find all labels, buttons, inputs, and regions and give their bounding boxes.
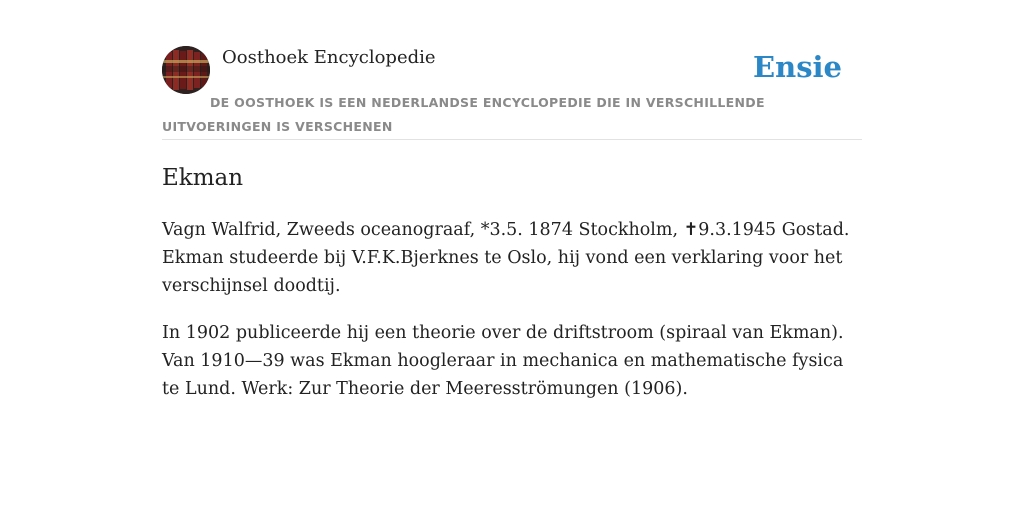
- brand-logo[interactable]: Ensie: [753, 50, 842, 84]
- encyclopedia-books-icon[interactable]: [162, 46, 210, 94]
- site-name[interactable]: Oosthoek Encyclopedie: [222, 47, 436, 68]
- site-tagline: DE OOSTHOEK IS EEN NEDERLANDSE ENCYCLOPEDIE DIE IN VERSCHILLENDE UITVOERINGEN IS VERSCHENEN: [162, 95, 765, 134]
- article-title: Ekman: [162, 165, 244, 191]
- site-header: [162, 46, 862, 140]
- article-paragraph: In 1902 publiceerde hij een theorie over de driftstroom (spiraal van Ekman). Van 1910—39 was Ekman hoogleraar in mechanica en mathematische fysica te Lund. Werk: Zur Theorie der Meeresströmungen (1906).: [162, 323, 844, 399]
- article: [162, 162, 862, 403]
- article-paragraph: Vagn Walfrid, Zweeds oceanograaf, *3.5. 1874 Stockholm, ✝9.3.1945 Gostad. Ekman studeerde bij V.F.K.Bjerknes te Oslo, hij vond een verklaring voor het verschijnsel doodtij.: [162, 220, 850, 296]
